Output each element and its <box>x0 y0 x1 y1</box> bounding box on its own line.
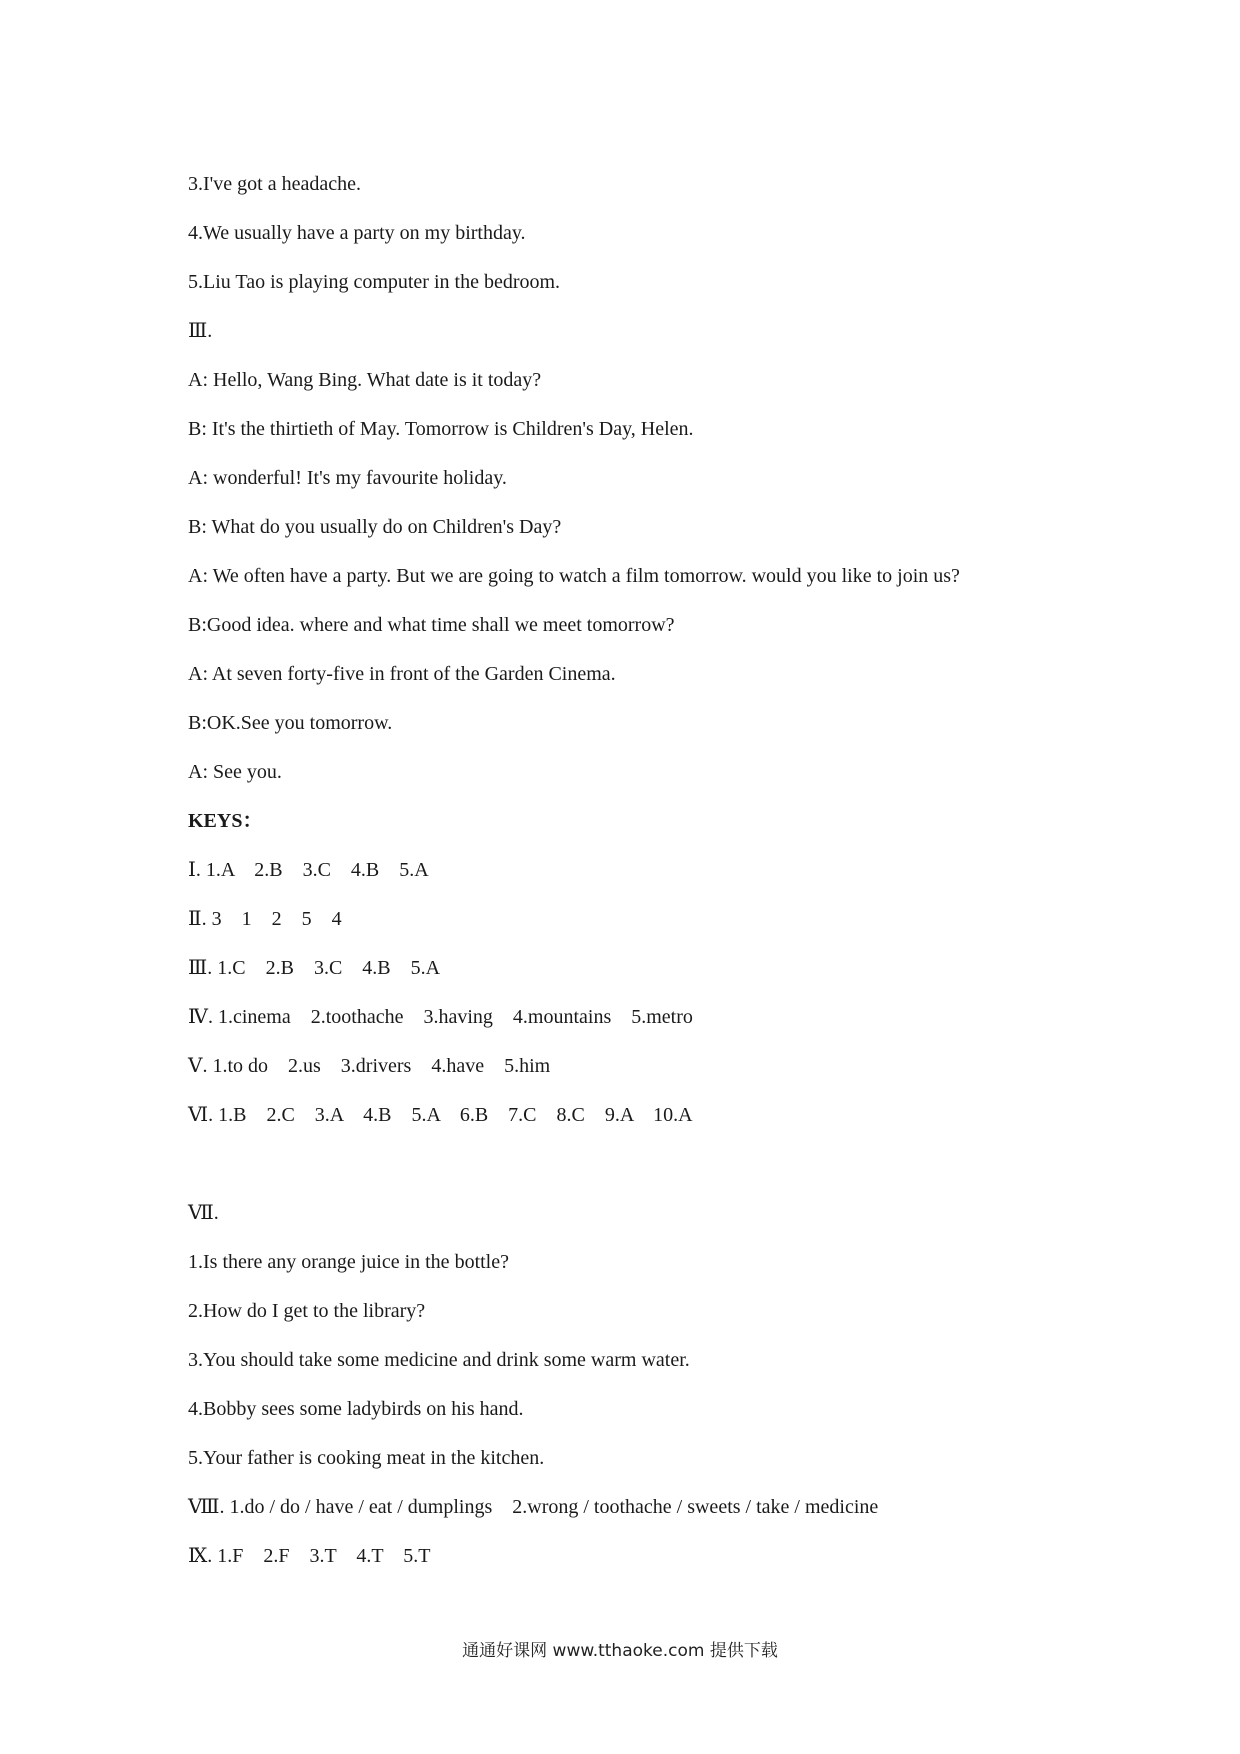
text-line: 4.Bobby sees some ladybirds on his hand. <box>188 1398 524 1420</box>
text-line: 2.How do I get to the library? <box>188 1300 426 1322</box>
answer-key-line: Ⅴ. 1.to do 2.us 3.drivers 4.have 5.him <box>188 1055 551 1077</box>
dialogue-line: B: It's the thirtieth of May. Tomorrow is Children's Day, Helen. <box>188 418 694 440</box>
dialogue-line: A: See you. <box>188 761 282 783</box>
section-heading: Ⅲ. <box>188 320 213 342</box>
keys-heading: KEYS： <box>188 810 263 832</box>
answer-key-line: Ⅵ. 1.B 2.C 3.A 4.B 5.A 6.B 7.C 8.C 9.A 10.A <box>188 1104 693 1126</box>
answer-key-line: Ⅱ. 3 1 2 5 4 <box>188 908 342 930</box>
answer-key-line: Ⅰ. 1.A 2.B 3.C 4.B 5.A <box>188 859 429 881</box>
dialogue-line: A: wonderful! It's my favourite holiday. <box>188 467 507 489</box>
dialogue-line: A: At seven forty-five in front of the Garden Cinema. <box>188 663 616 685</box>
text-line: 4.We usually have a party on my birthday. <box>188 222 526 244</box>
document-body <box>188 160 1148 1581</box>
text-line: 5.Liu Tao is playing computer in the bedroom. <box>188 271 561 293</box>
answer-key-line: Ⅳ. 1.cinema 2.toothache 3.having 4.mountains 5.metro <box>188 1006 693 1028</box>
dialogue-line: A: Hello, Wang Bing. What date is it today? <box>188 369 542 391</box>
dialogue-line: A: We often have a party. But we are going to watch a film tomorrow. would you like to join us? <box>188 565 960 587</box>
section-heading: Ⅶ. <box>188 1202 219 1224</box>
text-line: 3.I've got a headache. <box>188 173 361 195</box>
answer-key-line: Ⅷ. 1.do / do / have / eat / dumplings 2.wrong / toothache / sweets / take / medicine <box>188 1496 879 1518</box>
answer-key-line: Ⅸ. 1.F 2.F 3.T 4.T 5.T <box>188 1545 431 1567</box>
page-footer: 通通好课网 www.tthaoke.com 提供下载 <box>462 1641 778 1661</box>
text-line: 3.You should take some medicine and drink some warm water. <box>188 1349 690 1371</box>
text-line: 1.Is there any orange juice in the bottle? <box>188 1251 509 1273</box>
dialogue-line: B:OK.See you tomorrow. <box>188 712 393 734</box>
dialogue-line: B: What do you usually do on Children's Day? <box>188 516 562 538</box>
text-line: 5.Your father is cooking meat in the kitchen. <box>188 1447 545 1469</box>
blank-line <box>188 1140 1148 1189</box>
dialogue-line: B:Good idea. where and what time shall we meet tomorrow? <box>188 614 675 636</box>
answer-key-line: Ⅲ. 1.C 2.B 3.C 4.B 5.A <box>188 957 441 979</box>
